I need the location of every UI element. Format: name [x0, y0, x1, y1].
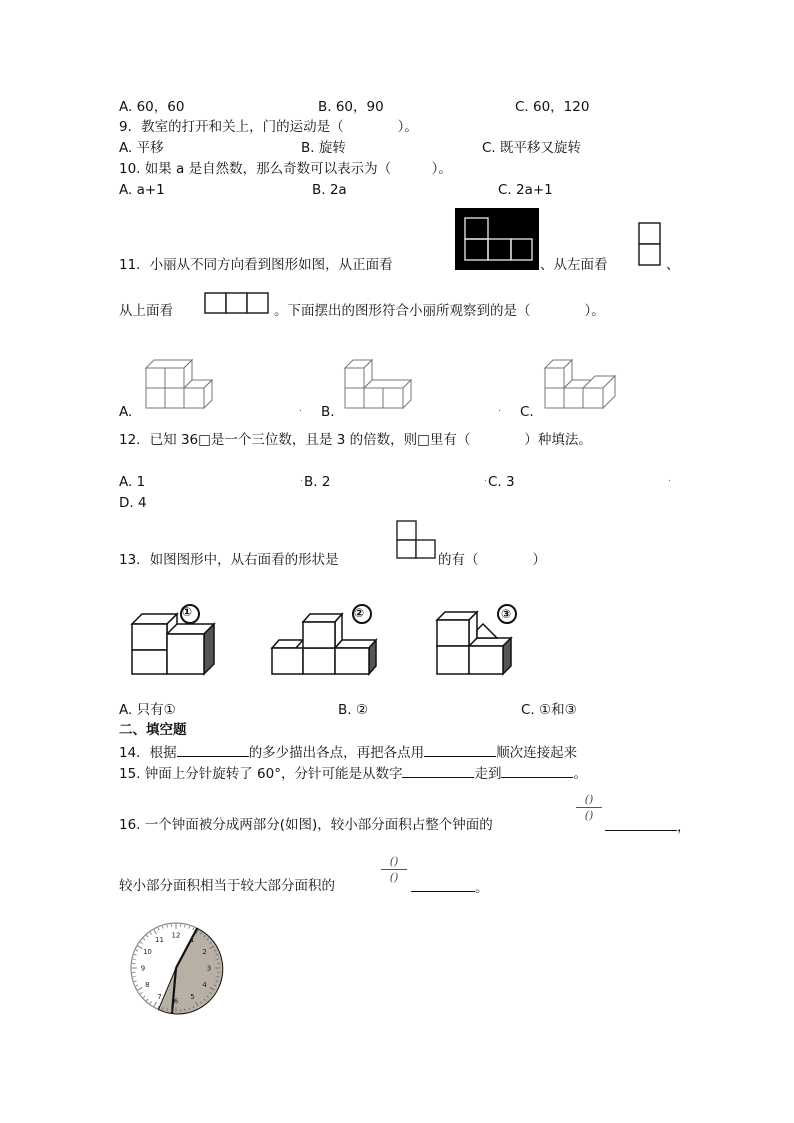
q16-blank-1[interactable] — [605, 816, 677, 831]
right-view-figure — [396, 520, 438, 560]
q10-option-b: B. 2a — [312, 182, 347, 198]
clock-numeral: 6 — [173, 997, 179, 1006]
clock-figure — [128, 922, 228, 1016]
q11-option-a-figure — [146, 360, 216, 410]
clock-numeral: 2 — [202, 948, 207, 956]
q11-option-c-figure — [545, 360, 620, 410]
clock-numeral: 9 — [140, 964, 146, 973]
q12-option-d: D. 4 — [119, 495, 147, 511]
q16-line2-end — [411, 877, 489, 897]
q9-option-b: B. 旋转 — [301, 140, 346, 156]
q14-part1: 14．根据 — [119, 745, 177, 761]
q14-part2: 的多少描出各点，再把各点用 — [248, 745, 425, 761]
q14-line — [119, 742, 577, 762]
q11-stem-line2a: 从上面看 — [119, 303, 173, 319]
q11-option-a: A. — [119, 404, 133, 420]
q9-stem: 9．教室的打开和关上，门的运动是（ ）。 — [119, 119, 418, 135]
clock-tick — [167, 925, 168, 927]
q9-option-c: C. 既平移又旋转 — [482, 140, 582, 156]
q8-option-c: C. 60，120 — [515, 99, 590, 115]
front-view-figure — [455, 208, 539, 270]
clock-tick — [185, 1009, 186, 1011]
q11-stem-line1: 11．小丽从不同方向看到图形如图，从正面看 — [119, 257, 393, 273]
q13-option-c: C. ①和③ — [521, 702, 577, 718]
q11-option-b: B. — [321, 404, 335, 420]
q13-option-b: B. ② — [338, 702, 368, 718]
clock-tick — [217, 977, 219, 978]
clock-tick — [133, 959, 135, 960]
q8-option-b: B. 60，90 — [318, 99, 384, 115]
q11-sep-end: 、 — [666, 257, 680, 273]
clock-numeral: 5 — [190, 993, 195, 1002]
clock-numeral: 12 — [171, 931, 181, 940]
q13-label-1: ① — [182, 605, 193, 619]
q16-part4: 。 — [475, 880, 489, 896]
q15-part2: 走到 — [474, 766, 502, 782]
q13-figure-1 — [130, 602, 220, 682]
clock-numeral: 1 — [190, 935, 195, 944]
q15-blank-1[interactable] — [402, 763, 474, 778]
q11-sep-left: 、从左面看 — [540, 257, 608, 273]
q16-blank-2[interactable] — [411, 877, 475, 892]
q13-stem-part2: 的有（ ） — [438, 552, 546, 568]
q16-part2: ， — [677, 819, 691, 835]
q8-option-a: A. 60，60 — [119, 99, 185, 115]
q10-option-a: A. a+1 — [119, 182, 165, 198]
q12-option-b: B. 2 — [304, 474, 331, 490]
q15-blank-2[interactable] — [501, 763, 573, 778]
q16-line1-end — [605, 816, 691, 836]
q16-fraction-1-numerator: () — [584, 793, 594, 806]
q10-option-c: C. 2a+1 — [498, 182, 553, 198]
left-view-figure — [638, 222, 662, 268]
q11-option-b-figure — [345, 360, 415, 410]
clock-numeral: 3 — [206, 964, 212, 973]
q12-option-c: C. 3 — [488, 474, 515, 490]
top-view-figure — [204, 292, 272, 316]
q11-stem-line2b: 。下面摆出的图形符合小丽所观察到的是（ ）。 — [274, 303, 605, 319]
q16-fraction-1-denominator: () — [584, 809, 594, 822]
clock-numeral: 10 — [142, 948, 152, 956]
clock-numeral: 4 — [202, 981, 207, 989]
q14-blank-2[interactable] — [424, 742, 496, 757]
clock-tick — [217, 959, 219, 960]
q15-line — [119, 763, 587, 783]
q16-fraction-2-denominator: () — [389, 871, 399, 884]
section-2-title: 二、填空题 — [119, 722, 187, 738]
q13-option-a: A. 只有① — [119, 702, 176, 718]
clock-numeral: 7 — [157, 993, 162, 1002]
q14-part3: 顺次连接起来 — [496, 745, 578, 761]
q16-part1: 16. 一个钟面被分成两部分(如图)，较小部分面积占整个钟面的 — [119, 817, 493, 833]
q16-fraction-2 — [381, 855, 407, 884]
q15-part1: 15. 钟面上分针旋转了 60°，分针可能是从数字 — [119, 766, 403, 782]
clock-tick — [133, 977, 135, 978]
q13-stem-part1: 13．如图图形中，从右面看的形状是 — [119, 552, 339, 568]
clock-tick — [167, 1009, 168, 1011]
q15-part3: 。 — [573, 766, 587, 782]
q12-option-a: A. 1 — [119, 474, 146, 490]
clock-numeral: 8 — [145, 981, 150, 989]
q13-label-2: ② — [354, 606, 365, 620]
q13-label-3: ③ — [501, 607, 512, 621]
q12-stem: 12．已知 36□是一个三位数，且是 3 的倍数，则□里有（ ）种填法。 — [119, 432, 592, 448]
q13-figure-2 — [270, 604, 385, 676]
clock-tick — [185, 925, 186, 927]
q16-fraction-2-numerator: () — [389, 855, 399, 868]
clock-numeral: 11 — [155, 935, 164, 944]
q14-blank-1[interactable] — [177, 742, 249, 757]
q9-option-a: A. 平移 — [119, 140, 164, 156]
q16-part3: 较小部分面积相当于较大部分面积的 — [119, 878, 335, 894]
q11-option-c: C. — [520, 404, 534, 420]
q10-stem: 10. 如果 a 是自然数，那么奇数可以表示为（ ）。 — [119, 161, 452, 177]
q16-fraction-1 — [576, 793, 602, 822]
